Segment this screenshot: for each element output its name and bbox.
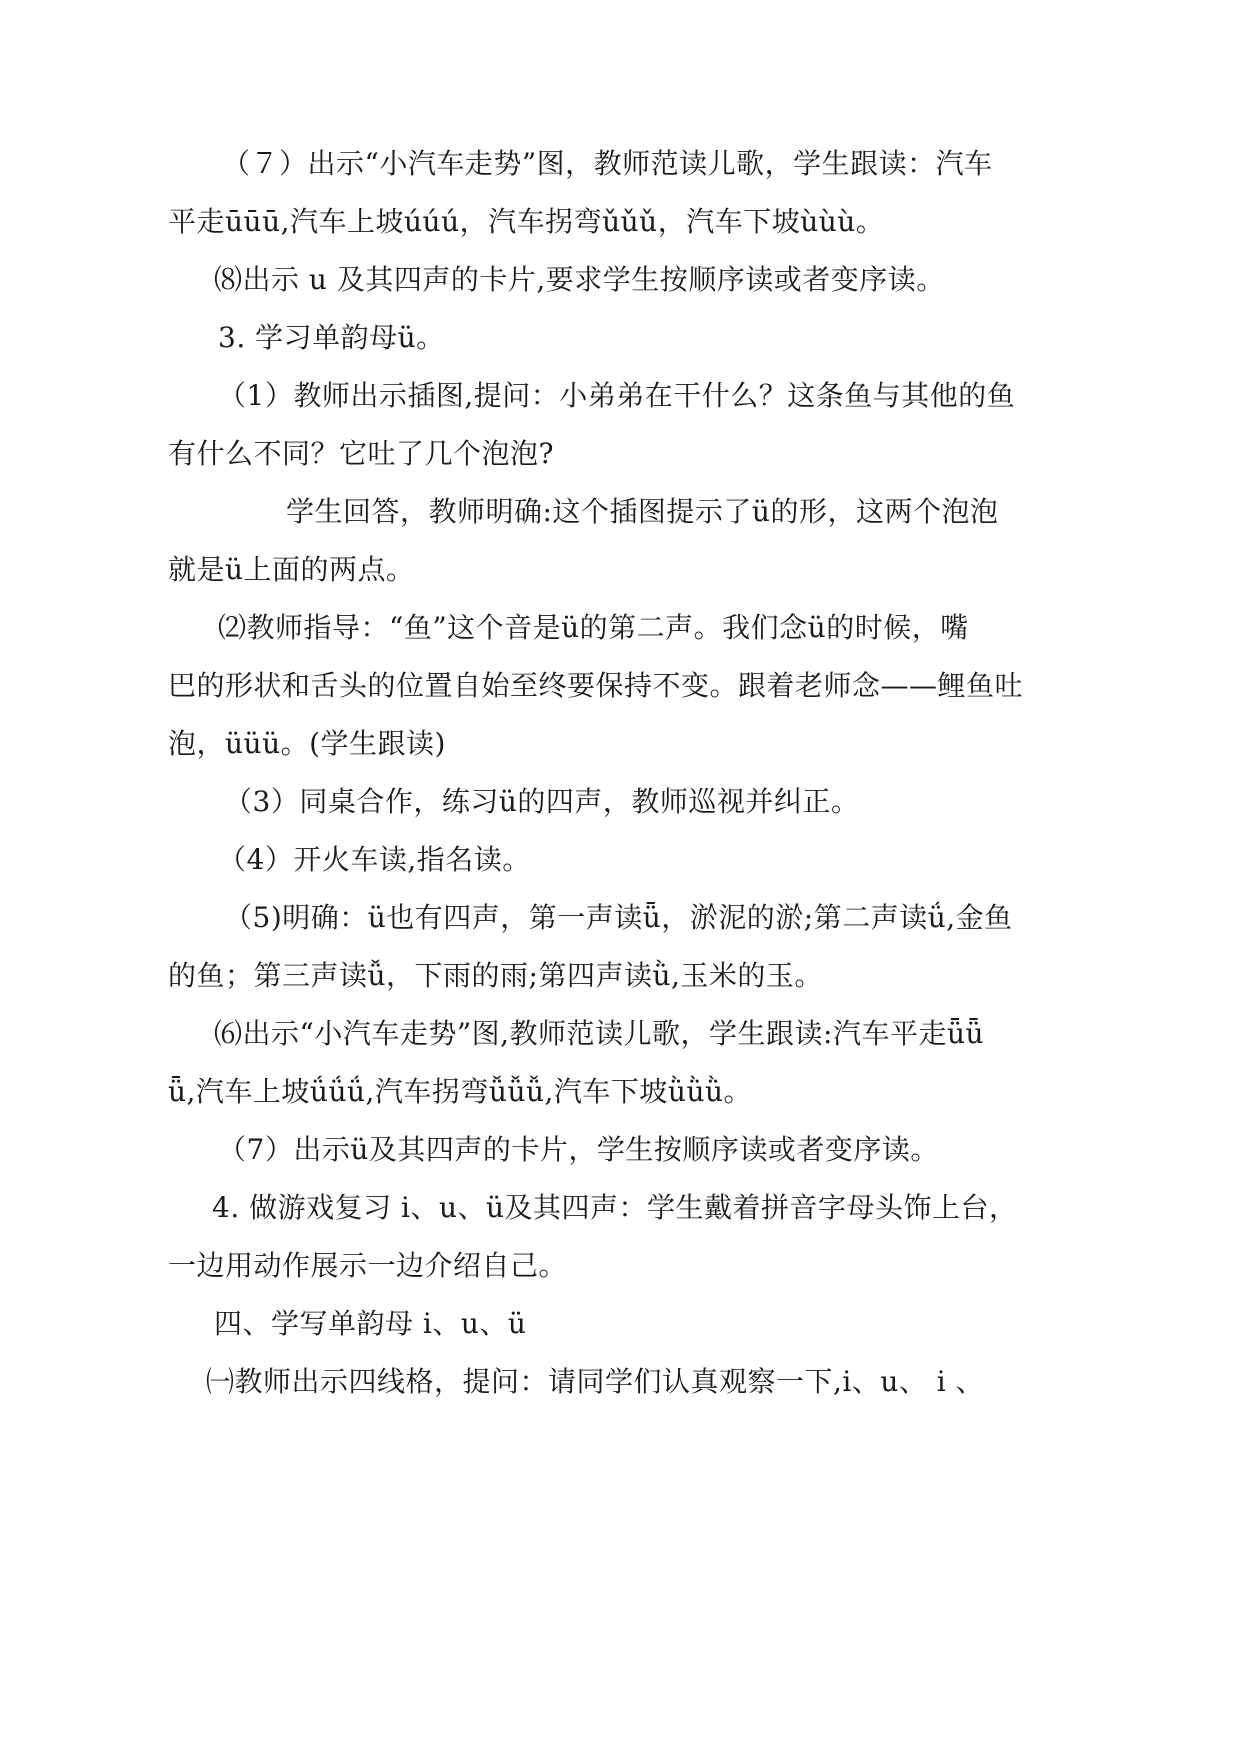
text-line: 平走ūūū,汽车上坡úúú，汽车拐弯ǔǔǔ，汽车下坡ùùù。: [168, 205, 885, 238]
text-line: ㈠教师出示四线格，提问：请同学们认真观察一下,i、u、 i 、: [206, 1365, 985, 1398]
text-line: 一边用动作展示一边介绍自己。: [168, 1249, 568, 1282]
text-line: （1）教师出示插图,提问：小弟弟在干什么？这条鱼与其他的鱼: [218, 379, 1016, 412]
text-line: （3）同桌合作，练习ü的四声，教师巡视并纠正。: [224, 785, 860, 818]
text-line: 的鱼；第三声读ǚ，下雨的雨;第四声读ǜ,玉米的玉。: [168, 959, 823, 992]
text-line: （７）出示“小汽车走势”图，教师范读儿歌，学生跟读：汽车: [222, 147, 993, 180]
text-line: 有什么不同？它吐了几个泡泡?: [168, 437, 555, 470]
text-line: ⑵教师指导：“鱼”这个音是ü的第二声。我们念ü的时候，嘴: [218, 611, 969, 644]
section-heading: 四、学写单韵母 i、u、ü: [214, 1307, 527, 1340]
text-line: ⑹出示“小汽车走势”图,教师范读儿歌，学生跟读:汽车平走ǖǖ: [214, 1017, 985, 1050]
text-line: ǖ,汽车上坡ǘǘǘ,汽车拐弯ǚǚǚ,汽车下坡ǜǜǜ。: [168, 1075, 753, 1108]
text-line: 就是ü上面的两点。: [168, 553, 415, 586]
text-line: （5)明确：ü也有四声，第一声读ǖ，淤泥的淤;第二声读ǘ,金鱼: [224, 901, 1013, 934]
section-heading: 4. 做游戏复习 i、u、ü及其四声：学生戴着拼音字母头饰上台，: [212, 1191, 1018, 1224]
text-line: （4）开火车读,指名读。: [218, 843, 531, 876]
text-line: 巴的形状和舌头的位置自始至终要保持不变。跟着老师念——鲤鱼吐: [168, 669, 1024, 702]
text-line: 学生回答，教师明确:这个插图提示了ü的形，这两个泡泡: [286, 495, 999, 528]
text-line: 泡，üüü。(学生跟读): [168, 727, 446, 760]
text-line: ⑻出示 u 及其四声的卡片,要求学生按顺序读或者变序读。: [214, 263, 945, 296]
section-heading: 3. 学习单韵母ü。: [218, 321, 445, 354]
text-line: （7）出示ü及其四声的卡片，学生按顺序读或者变序读。: [218, 1133, 939, 1166]
